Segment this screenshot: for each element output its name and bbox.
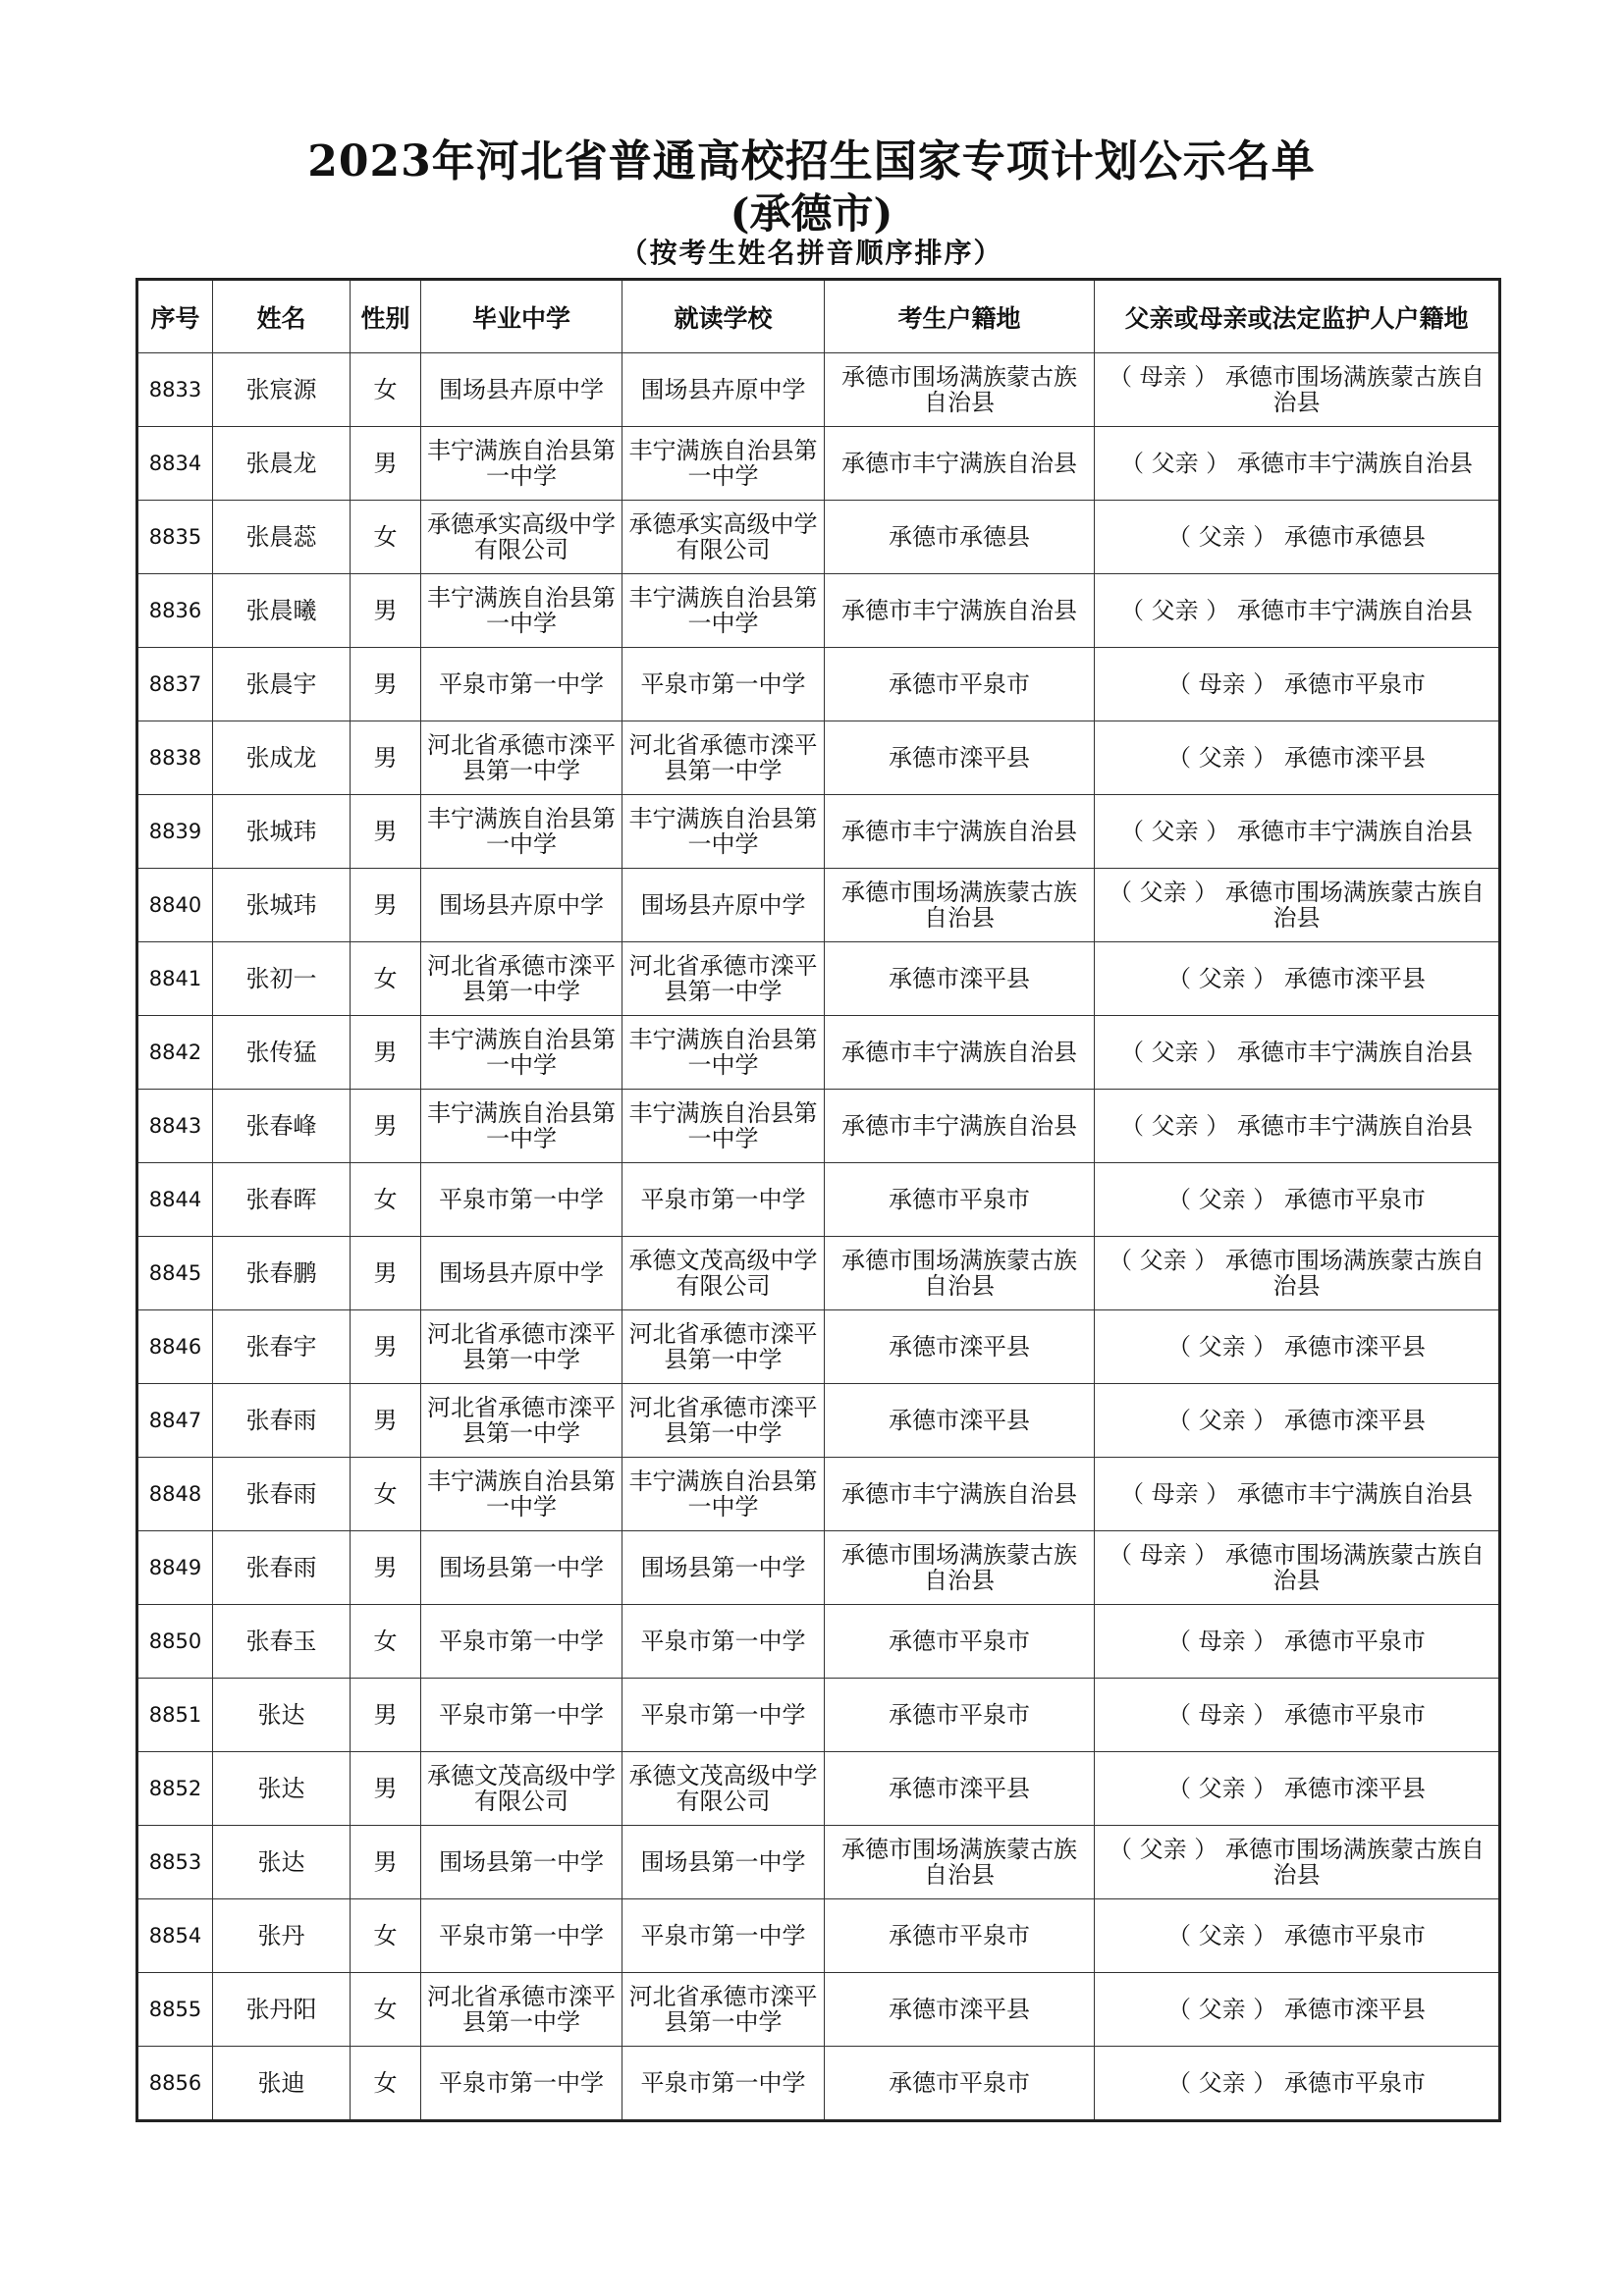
cell-seq: 8837	[137, 648, 213, 721]
cell-current-school: 围场县第一中学	[622, 1826, 825, 1899]
cell-name: 张晨蕊	[213, 501, 351, 574]
cell-graduated-school: 围场县第一中学	[421, 1826, 622, 1899]
table-row	[137, 1090, 1500, 1163]
cell-graduated-school: 围场县卉原中学	[421, 869, 622, 942]
cell-graduated-school: 围场县第一中学	[421, 1531, 622, 1605]
cell-graduated-school: 河北省承德市滦平县第一中学	[421, 1973, 622, 2047]
cell-gender: 女	[351, 1163, 421, 1237]
cell-name: 张达	[213, 1752, 351, 1826]
cell-gender: 女	[351, 501, 421, 574]
cell-name: 张春雨	[213, 1384, 351, 1458]
cell-current-school: 平泉市第一中学	[622, 1163, 825, 1237]
cell-student-hukou: 承德市平泉市	[825, 1605, 1095, 1679]
cell-name: 张春玉	[213, 1605, 351, 1679]
cell-seq: 8848	[137, 1458, 213, 1531]
cell-name: 张春雨	[213, 1531, 351, 1605]
cell-gender: 男	[351, 869, 421, 942]
cell-graduated-school: 丰宁满族自治县第一中学	[421, 1458, 622, 1531]
cell-current-school: 承德文茂高级中学有限公司	[622, 1752, 825, 1826]
cell-guardian-hukou: （ 父亲 ） 承德市丰宁满族自治县	[1095, 795, 1500, 869]
cell-seq: 8855	[137, 1973, 213, 2047]
cell-gender: 男	[351, 721, 421, 795]
cell-name: 张宸源	[213, 353, 351, 427]
cell-name: 张春宇	[213, 1310, 351, 1384]
cell-name: 张春鹏	[213, 1237, 351, 1310]
header-seq: 序号	[137, 280, 213, 353]
cell-gender: 男	[351, 1679, 421, 1752]
document-subtitle: (承德市)	[730, 189, 893, 238]
cell-gender: 女	[351, 1973, 421, 2047]
header-guardian-hukou: 父亲或母亲或法定监护人户籍地	[1095, 280, 1500, 353]
cell-student-hukou: 承德市围场满族蒙古族自治县	[825, 869, 1095, 942]
cell-graduated-school: 承德承实高级中学有限公司	[421, 501, 622, 574]
cell-gender: 女	[351, 353, 421, 427]
cell-graduated-school: 丰宁满族自治县第一中学	[421, 427, 622, 501]
cell-graduated-school: 河北省承德市滦平县第一中学	[421, 942, 622, 1016]
cell-seq: 8851	[137, 1679, 213, 1752]
cell-guardian-hukou: （ 父亲 ） 承德市丰宁满族自治县	[1095, 1090, 1500, 1163]
cell-student-hukou: 承德市丰宁满族自治县	[825, 1016, 1095, 1090]
cell-student-hukou: 承德市丰宁满族自治县	[825, 574, 1095, 648]
header-current-school: 就读学校	[622, 280, 825, 353]
cell-guardian-hukou: （ 父亲 ） 承德市滦平县	[1095, 721, 1500, 795]
cell-seq: 8856	[137, 2047, 213, 2121]
cell-current-school: 平泉市第一中学	[622, 1605, 825, 1679]
table-row	[137, 648, 1500, 721]
table-row	[137, 1163, 1500, 1237]
cell-graduated-school: 平泉市第一中学	[421, 1605, 622, 1679]
cell-name: 张城玮	[213, 869, 351, 942]
cell-gender: 女	[351, 942, 421, 1016]
cell-guardian-hukou: （ 父亲 ） 承德市滦平县	[1095, 1973, 1500, 2047]
cell-guardian-hukou: （ 母亲 ） 承德市围场满族蒙古族自治县	[1095, 353, 1500, 427]
cell-name: 张达	[213, 1826, 351, 1899]
cell-student-hukou: 承德市丰宁满族自治县	[825, 1090, 1095, 1163]
cell-seq: 8846	[137, 1310, 213, 1384]
cell-graduated-school: 平泉市第一中学	[421, 1899, 622, 1973]
cell-student-hukou: 承德市承德县	[825, 501, 1095, 574]
cell-name: 张传猛	[213, 1016, 351, 1090]
cell-seq: 8847	[137, 1384, 213, 1458]
cell-graduated-school: 河北省承德市滦平县第一中学	[421, 721, 622, 795]
cell-guardian-hukou: （ 父亲 ） 承德市滦平县	[1095, 942, 1500, 1016]
cell-gender: 男	[351, 648, 421, 721]
cell-guardian-hukou: （ 父亲 ） 承德市丰宁满族自治县	[1095, 574, 1500, 648]
cell-current-school: 河北省承德市滦平县第一中学	[622, 1384, 825, 1458]
cell-seq: 8839	[137, 795, 213, 869]
table-header-row	[137, 280, 1500, 353]
cell-graduated-school: 丰宁满族自治县第一中学	[421, 1090, 622, 1163]
cell-current-school: 平泉市第一中学	[622, 648, 825, 721]
cell-current-school: 承德承实高级中学有限公司	[622, 501, 825, 574]
cell-name: 张丹阳	[213, 1973, 351, 2047]
cell-guardian-hukou: （ 母亲 ） 承德市丰宁满族自治县	[1095, 1458, 1500, 1531]
cell-graduated-school: 围场县卉原中学	[421, 1237, 622, 1310]
cell-name: 张迪	[213, 2047, 351, 2121]
cell-gender: 男	[351, 1531, 421, 1605]
cell-seq: 8840	[137, 869, 213, 942]
table-row	[137, 869, 1500, 942]
header-name: 姓名	[213, 280, 351, 353]
cell-current-school: 丰宁满族自治县第一中学	[622, 1016, 825, 1090]
cell-current-school: 丰宁满族自治县第一中学	[622, 1090, 825, 1163]
cell-student-hukou: 承德市丰宁满族自治县	[825, 1458, 1095, 1531]
cell-seq: 8850	[137, 1605, 213, 1679]
cell-student-hukou: 承德市围场满族蒙古族自治县	[825, 1826, 1095, 1899]
cell-guardian-hukou: （ 父亲 ） 承德市平泉市	[1095, 2047, 1500, 2121]
cell-student-hukou: 承德市平泉市	[825, 1163, 1095, 1237]
cell-student-hukou: 承德市滦平县	[825, 1384, 1095, 1458]
cell-gender: 男	[351, 427, 421, 501]
cell-guardian-hukou: （ 父亲 ） 承德市平泉市	[1095, 1899, 1500, 1973]
cell-seq: 8838	[137, 721, 213, 795]
cell-gender: 女	[351, 1605, 421, 1679]
table-row	[137, 1899, 1500, 1973]
cell-current-school: 围场县第一中学	[622, 1531, 825, 1605]
cell-student-hukou: 承德市滦平县	[825, 721, 1095, 795]
table-row	[137, 1016, 1500, 1090]
cell-gender: 男	[351, 1752, 421, 1826]
cell-current-school: 丰宁满族自治县第一中学	[622, 795, 825, 869]
cell-guardian-hukou: （ 母亲 ） 承德市平泉市	[1095, 648, 1500, 721]
cell-guardian-hukou: （ 母亲 ） 承德市平泉市	[1095, 1605, 1500, 1679]
cell-graduated-school: 承德文茂高级中学有限公司	[421, 1752, 622, 1826]
cell-name: 张晨曦	[213, 574, 351, 648]
cell-seq: 8835	[137, 501, 213, 574]
table-row	[137, 501, 1500, 574]
cell-current-school: 平泉市第一中学	[622, 1679, 825, 1752]
cell-student-hukou: 承德市平泉市	[825, 1899, 1095, 1973]
cell-graduated-school: 围场县卉原中学	[421, 353, 622, 427]
cell-guardian-hukou: （ 父亲 ） 承德市滦平县	[1095, 1752, 1500, 1826]
cell-current-school: 河北省承德市滦平县第一中学	[622, 942, 825, 1016]
table-row	[137, 1384, 1500, 1458]
cell-student-hukou: 承德市围场满族蒙古族自治县	[825, 353, 1095, 427]
table-row	[137, 721, 1500, 795]
cell-student-hukou: 承德市滦平县	[825, 1752, 1095, 1826]
cell-current-school: 承德文茂高级中学有限公司	[622, 1237, 825, 1310]
cell-current-school: 平泉市第一中学	[622, 1899, 825, 1973]
cell-guardian-hukou: （ 父亲 ） 承德市平泉市	[1095, 1163, 1500, 1237]
table-row	[137, 1752, 1500, 1826]
cell-gender: 女	[351, 1458, 421, 1531]
cell-graduated-school: 丰宁满族自治县第一中学	[421, 574, 622, 648]
cell-gender: 女	[351, 2047, 421, 2121]
cell-guardian-hukou: （ 母亲 ） 承德市围场满族蒙古族自治县	[1095, 1531, 1500, 1605]
cell-guardian-hukou: （ 父亲 ） 承德市围场满族蒙古族自治县	[1095, 1826, 1500, 1899]
cell-current-school: 河北省承德市滦平县第一中学	[622, 1310, 825, 1384]
cell-guardian-hukou: （ 父亲 ） 承德市围场满族蒙古族自治县	[1095, 869, 1500, 942]
cell-seq: 8836	[137, 574, 213, 648]
table-row	[137, 795, 1500, 869]
cell-seq: 8834	[137, 427, 213, 501]
cell-seq: 8841	[137, 942, 213, 1016]
cell-seq: 8844	[137, 1163, 213, 1237]
table-row	[137, 1310, 1500, 1384]
cell-current-school: 围场县卉原中学	[622, 353, 825, 427]
table-row	[137, 1605, 1500, 1679]
cell-graduated-school: 丰宁满族自治县第一中学	[421, 795, 622, 869]
cell-graduated-school: 平泉市第一中学	[421, 1163, 622, 1237]
table-row	[137, 1237, 1500, 1310]
cell-gender: 女	[351, 1899, 421, 1973]
cell-graduated-school: 平泉市第一中学	[421, 1679, 622, 1752]
table-row	[137, 942, 1500, 1016]
table-row	[137, 574, 1500, 648]
cell-guardian-hukou: （ 父亲 ） 承德市滦平县	[1095, 1310, 1500, 1384]
cell-name: 张晨龙	[213, 427, 351, 501]
cell-gender: 男	[351, 1237, 421, 1310]
cell-gender: 男	[351, 1090, 421, 1163]
table-row	[137, 1458, 1500, 1531]
table-row	[137, 1531, 1500, 1605]
table-row	[137, 1826, 1500, 1899]
cell-seq: 8833	[137, 353, 213, 427]
cell-gender: 男	[351, 1384, 421, 1458]
cell-graduated-school: 河北省承德市滦平县第一中学	[421, 1384, 622, 1458]
cell-gender: 男	[351, 1310, 421, 1384]
cell-guardian-hukou: （ 父亲 ） 承德市滦平县	[1095, 1384, 1500, 1458]
roster-table	[135, 278, 1501, 2122]
cell-seq: 8854	[137, 1899, 213, 1973]
cell-name: 张春峰	[213, 1090, 351, 1163]
header-student-hukou: 考生户籍地	[825, 280, 1095, 353]
cell-student-hukou: 承德市围场满族蒙古族自治县	[825, 1237, 1095, 1310]
table-row	[137, 1973, 1500, 2047]
cell-name: 张春晖	[213, 1163, 351, 1237]
cell-name: 张达	[213, 1679, 351, 1752]
header-gender: 性别	[351, 280, 421, 353]
cell-graduated-school: 平泉市第一中学	[421, 648, 622, 721]
cell-student-hukou: 承德市滦平县	[825, 1310, 1095, 1384]
cell-seq: 8853	[137, 1826, 213, 1899]
cell-name: 张城玮	[213, 795, 351, 869]
cell-guardian-hukou: （ 父亲 ） 承德市丰宁满族自治县	[1095, 1016, 1500, 1090]
cell-name: 张成龙	[213, 721, 351, 795]
cell-guardian-hukou: （ 母亲 ） 承德市平泉市	[1095, 1679, 1500, 1752]
cell-student-hukou: 承德市平泉市	[825, 2047, 1095, 2121]
cell-current-school: 丰宁满族自治县第一中学	[622, 427, 825, 501]
sort-note: （按考生姓名拼音顺序排序）	[620, 237, 1003, 269]
cell-gender: 男	[351, 1826, 421, 1899]
table-body	[137, 353, 1500, 2121]
cell-guardian-hukou: （ 父亲 ） 承德市丰宁满族自治县	[1095, 427, 1500, 501]
cell-current-school: 丰宁满族自治县第一中学	[622, 574, 825, 648]
cell-name: 张初一	[213, 942, 351, 1016]
cell-seq: 8843	[137, 1090, 213, 1163]
cell-graduated-school: 平泉市第一中学	[421, 2047, 622, 2121]
cell-name: 张晨宇	[213, 648, 351, 721]
cell-student-hukou: 承德市丰宁满族自治县	[825, 795, 1095, 869]
cell-student-hukou: 承德市滦平县	[825, 1973, 1095, 2047]
cell-current-school: 围场县卉原中学	[622, 869, 825, 942]
cell-gender: 男	[351, 1016, 421, 1090]
table-row	[137, 353, 1500, 427]
cell-student-hukou: 承德市丰宁满族自治县	[825, 427, 1095, 501]
cell-guardian-hukou: （ 父亲 ） 承德市承德县	[1095, 501, 1500, 574]
cell-student-hukou: 承德市滦平县	[825, 942, 1095, 1016]
cell-gender: 男	[351, 795, 421, 869]
cell-current-school: 河北省承德市滦平县第一中学	[622, 721, 825, 795]
header-graduated-school: 毕业中学	[421, 280, 622, 353]
document-title: 2023年河北省普通高校招生国家专项计划公示名单	[307, 136, 1316, 187]
table-row	[137, 2047, 1500, 2121]
cell-graduated-school: 河北省承德市滦平县第一中学	[421, 1310, 622, 1384]
cell-seq: 8842	[137, 1016, 213, 1090]
cell-student-hukou: 承德市平泉市	[825, 648, 1095, 721]
cell-seq: 8845	[137, 1237, 213, 1310]
cell-student-hukou: 承德市围场满族蒙古族自治县	[825, 1531, 1095, 1605]
cell-guardian-hukou: （ 父亲 ） 承德市围场满族蒙古族自治县	[1095, 1237, 1500, 1310]
cell-name: 张春雨	[213, 1458, 351, 1531]
cell-student-hukou: 承德市平泉市	[825, 1679, 1095, 1752]
cell-current-school: 河北省承德市滦平县第一中学	[622, 1973, 825, 2047]
cell-current-school: 平泉市第一中学	[622, 2047, 825, 2121]
cell-current-school: 丰宁满族自治县第一中学	[622, 1458, 825, 1531]
cell-graduated-school: 丰宁满族自治县第一中学	[421, 1016, 622, 1090]
cell-name: 张丹	[213, 1899, 351, 1973]
table-row	[137, 1679, 1500, 1752]
cell-seq: 8852	[137, 1752, 213, 1826]
cell-gender: 男	[351, 574, 421, 648]
table-row	[137, 427, 1500, 501]
cell-seq: 8849	[137, 1531, 213, 1605]
